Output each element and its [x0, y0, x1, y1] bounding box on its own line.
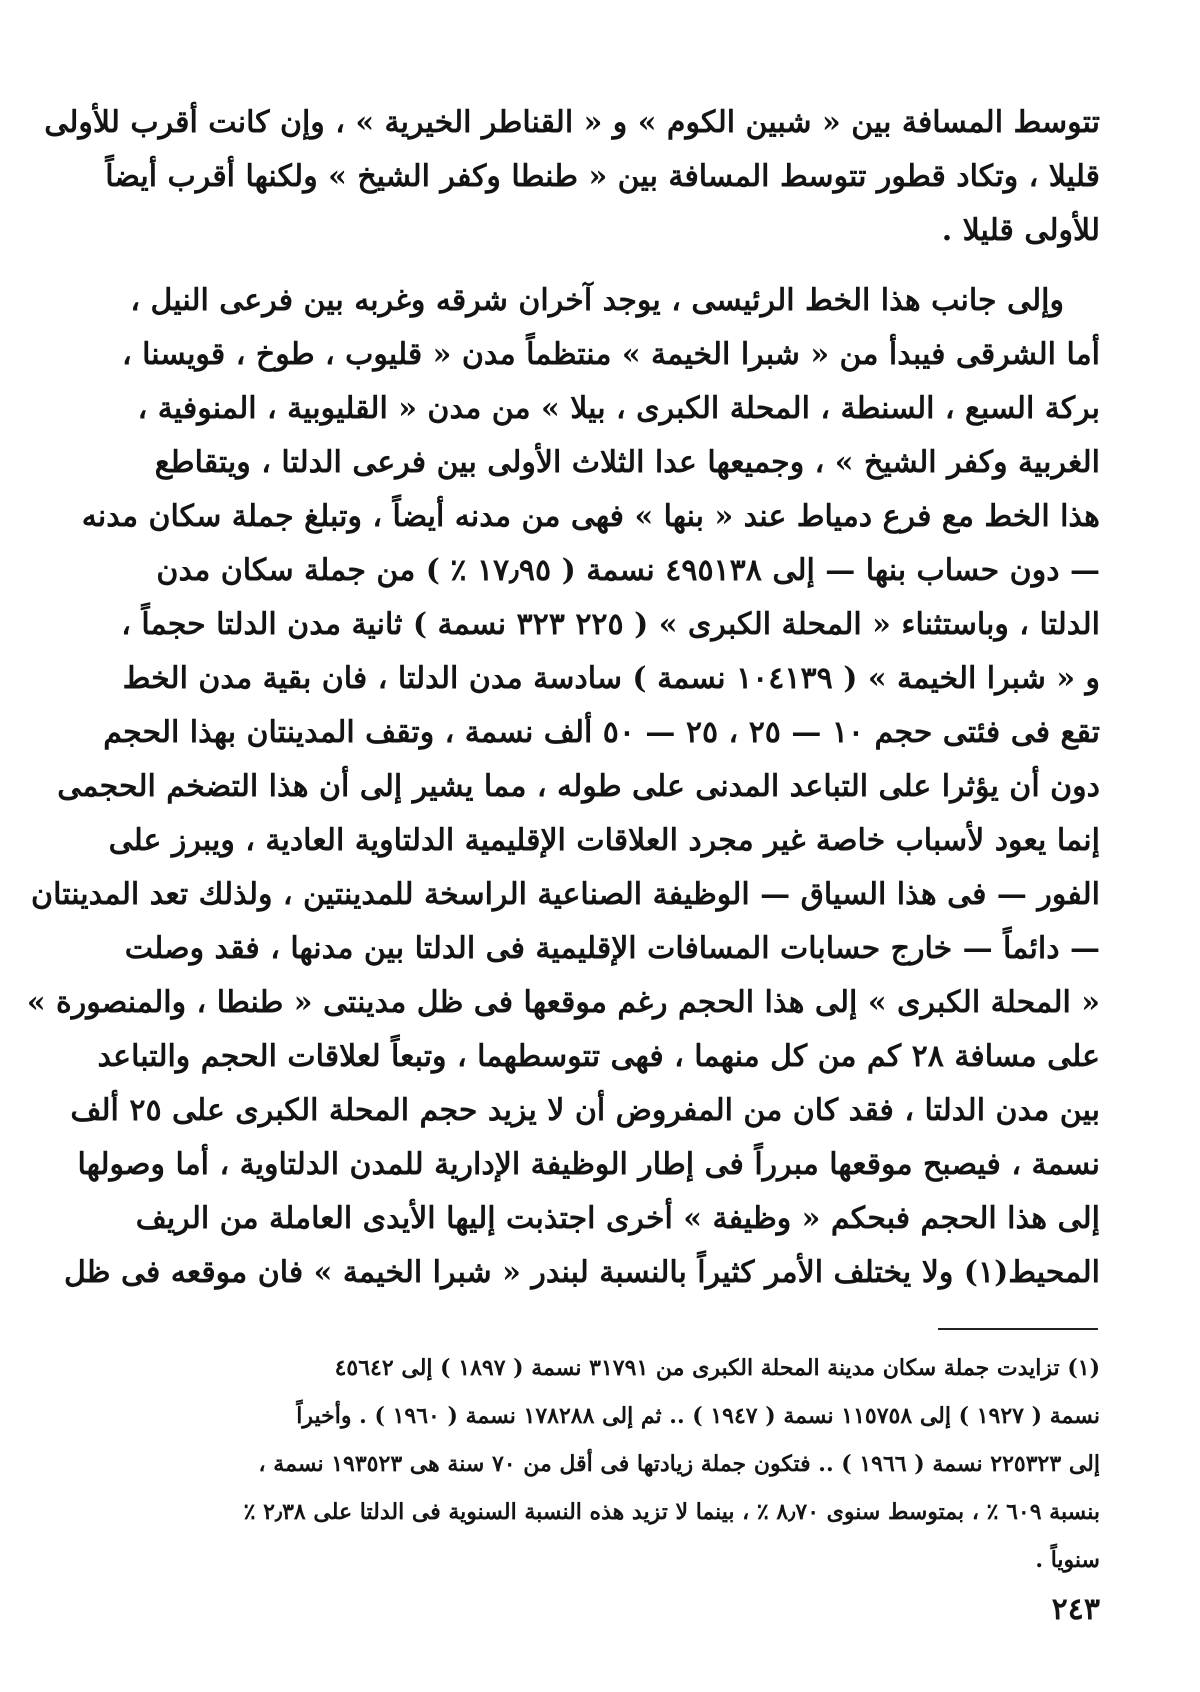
footnote-line: (١) تزايدت جملة سكان مدينة المحلة الكبرى من ٣١٧٩١ نسمة ( ١٨٩٧ ) إلى ٤٥٦٤٢	[334, 1355, 1100, 1381]
footnote-line: إلى ٢٢٥٣٢٣ نسمة ( ١٩٦٦ ) .. فتكون جملة زيادتها فى أقل من ٧٠ سنة هى ١٩٣٥٢٣ نسمة ،	[258, 1451, 1100, 1477]
text-line: بركة السبع ، السنطة ، المحلة الكبرى ، بيلا » من مدن « القليوبية ، المنوفية ،	[137, 391, 1100, 426]
text-line: للأولى قليلا .	[941, 213, 1100, 248]
text-line: الغربية وكفر الشيخ » ، وجميعها عدا الثلاث الأولى بين فرعى الدلتا ، ويتقاطع	[154, 445, 1100, 480]
footnote-line: بنسبة ٦٠٩ ٪ ، بمتوسط سنوى ٨٫٧٠ ٪ ، بينما لا تزيد هذه النسبة السنوية فى الدلتا على ٢٫٣٨ ٪	[243, 1499, 1100, 1525]
text-line: الفور — فى هذا السياق — الوظيفة الصناعية الراسخة للمدينتين ، ولذلك تعد المدينتان	[31, 877, 1100, 912]
text-line: — دائماً — خارج حسابات المسافات الإقليمية فى الدلتا بين مدنها ، فقد وصلت	[124, 931, 1100, 966]
text-line: إلى هذا الحجم فبحكم « وظيفة » أخرى اجتذبت إليها الأيدى العاملة من الريف	[135, 1201, 1100, 1236]
text-line: تتوسط المسافة بين « شبين الكوم » و « القناطر الخيرية » ، وإن كانت أقرب للأولى	[44, 105, 1100, 140]
text-line: و « شبرا الخيمة » ( ١٠٤١٣٩ نسمة ) سادسة مدن الدلتا ، فان بقية مدن الخط	[122, 661, 1100, 696]
footnote-line: نسمة ( ١٩٢٧ ) إلى ١١٥٧٥٨ نسمة ( ١٩٤٧ ) .. ثم إلى ١٧٨٢٨٨ نسمة ( ١٩٦٠ ) . وأخيراً	[296, 1403, 1100, 1429]
text-line: الدلتا ، وباستثناء « المحلة الكبرى » ( ٢٢٥ ٣٢٣ نسمة ) ثانية مدن الدلتا حجماً ،	[121, 607, 1100, 642]
text-line: نسمة ، فيصبح موقعها مبرراً فى إطار الوظيفة الإدارية للمدن الدلتاوية ، أما وصولها	[77, 1147, 1100, 1182]
footnote-separator	[938, 1328, 1098, 1330]
paragraph-1	[44, 96, 1100, 258]
text-line: على مسافة ٢٨ كم من كل منهما ، فهى تتوسطهما ، وتبعاً لعلاقات الحجم والتباعد	[97, 1039, 1100, 1074]
body-text	[26, 96, 1100, 1300]
text-line: قليلا ، وتكاد قطور تتوسط المسافة بين « طنطا وكفر الشيخ » ولكنها أقرب أيضاً	[105, 159, 1100, 194]
text-line: أما الشرقى فيبدأ من « شبرا الخيمة » منتظماً مدن « قليوب ، طوخ ، قويسنا ،	[122, 337, 1100, 372]
text-line: هذا الخط مع فرع دمياط عند « بنها » فهى من مدنه أيضاً ، وتبلغ جملة سكان مدنه	[81, 499, 1100, 534]
text-line: دون أن يؤثرا على التباعد المدنى على طوله ، مما يشير إلى أن هذا التضخم الحجمى	[57, 769, 1100, 804]
text-line: بين مدن الدلتا ، فقد كان من المفروض أن لا يزيد حجم المحلة الكبرى على ٢٥ ألف	[70, 1093, 1100, 1128]
text-line: المحيط(١) ولا يختلف الأمر كثيراً بالنسبة لبندر « شبرا الخيمة » فان موقعه فى ظل	[63, 1255, 1100, 1290]
text-line: « المحلة الكبرى » إلى هذا الحجم رغم موقعها فى ظل مدينتى « طنطا ، والمنصورة »	[26, 985, 1100, 1020]
footnote-line: سنوياً .	[1035, 1547, 1100, 1573]
text-line: تقع فى فئتى حجم ١٠ — ٢٥ ، ٢٥ — ٥٠ ألف نسمة ، وتقف المدينتان بهذا الحجم	[103, 715, 1100, 750]
text-line: وإلى جانب هذا الخط الرئيسى ، يوجد آخران شرقه وغربه بين فرعى النيل ،	[130, 283, 1064, 318]
text-line: إنما يعود لأسباب خاصة غير مجرد العلاقات الإقليمية الدلتاوية العادية ، ويبرز على	[108, 823, 1100, 858]
text-line: — دون حساب بنها — إلى ٤٩٥١٣٨ نسمة ( ١٧٫٩٥ ٪ ) من جملة سكان مدن	[156, 553, 1100, 588]
page-number: ٢٤٣	[1051, 1592, 1100, 1627]
footnotes	[155, 1344, 1100, 1584]
paragraph-2	[26, 274, 1100, 1300]
